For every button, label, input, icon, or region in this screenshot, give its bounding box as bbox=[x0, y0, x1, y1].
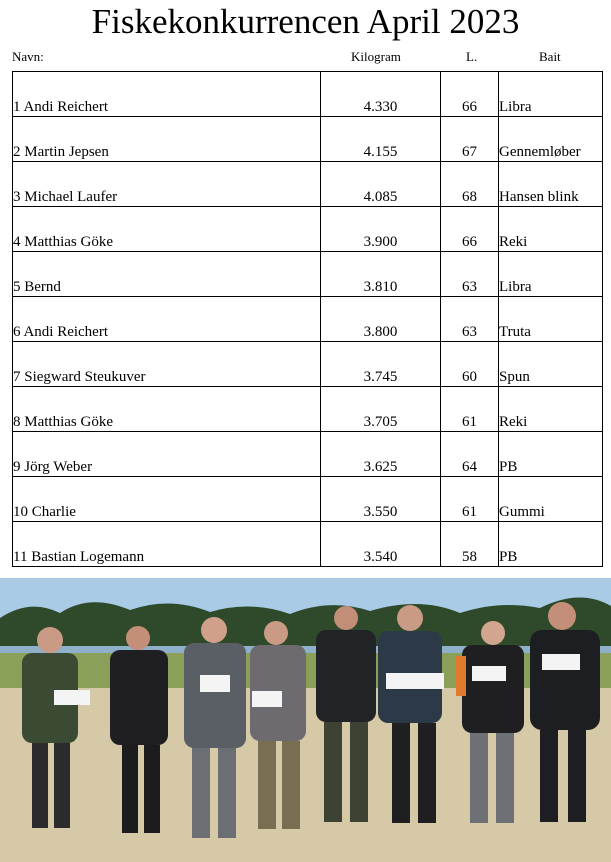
row-length: 66 bbox=[441, 72, 499, 117]
row-length: 63 bbox=[441, 252, 499, 297]
row-length: 60 bbox=[441, 342, 499, 387]
column-header-name: Navn: bbox=[12, 49, 44, 64]
table-row bbox=[13, 252, 603, 297]
table-row bbox=[13, 162, 603, 207]
row-rank: 2 bbox=[13, 144, 21, 160]
row-rank: 11 bbox=[13, 549, 28, 565]
group-photo-illustration bbox=[0, 578, 611, 862]
column-header-kilogram: Kilogram bbox=[351, 49, 401, 64]
row-kilogram: 4.085 bbox=[321, 162, 441, 207]
row-kilogram: 3.705 bbox=[321, 387, 441, 432]
row-kilogram: 3.900 bbox=[321, 207, 441, 252]
table-row bbox=[13, 432, 603, 477]
row-name-cell bbox=[13, 117, 321, 162]
row-length: 61 bbox=[441, 387, 499, 432]
row-kilogram: 3.540 bbox=[321, 522, 441, 567]
row-name-cell bbox=[13, 297, 321, 342]
row-name: Martin Jepsen bbox=[24, 144, 109, 160]
page-title: Fiskekonkurrencen April 2023 bbox=[91, 2, 520, 41]
row-rank: 3 bbox=[13, 189, 21, 205]
row-bait: Gennemløber bbox=[499, 117, 603, 162]
row-bait: PB bbox=[499, 522, 603, 567]
row-rank: 4 bbox=[13, 234, 21, 250]
row-name: Charlie bbox=[31, 504, 76, 520]
table-row bbox=[13, 297, 603, 342]
row-bait: Libra bbox=[499, 72, 603, 117]
group-photo bbox=[0, 578, 611, 862]
row-bait: Truta bbox=[499, 297, 603, 342]
row-bait: Hansen blink bbox=[499, 162, 603, 207]
table-row bbox=[13, 117, 603, 162]
row-kilogram: 3.800 bbox=[321, 297, 441, 342]
table-row bbox=[13, 477, 603, 522]
row-name-cell bbox=[13, 387, 321, 432]
row-rank: 6 bbox=[13, 324, 21, 340]
row-name: Matthias Göke bbox=[24, 234, 113, 250]
row-name: Andi Reichert bbox=[23, 99, 108, 115]
row-name: Andi Reichert bbox=[23, 324, 108, 340]
row-kilogram: 3.550 bbox=[321, 477, 441, 522]
table-row bbox=[13, 387, 603, 432]
row-name: Bastian Logemann bbox=[31, 549, 145, 565]
row-name-cell bbox=[13, 432, 321, 477]
row-name-cell bbox=[13, 477, 321, 522]
column-header-length: L. bbox=[466, 49, 478, 64]
row-name-cell bbox=[13, 342, 321, 387]
row-length: 64 bbox=[441, 432, 499, 477]
table-row bbox=[13, 342, 603, 387]
row-length: 66 bbox=[441, 207, 499, 252]
row-name: Michael Laufer bbox=[24, 189, 118, 205]
row-name-cell bbox=[13, 72, 321, 117]
row-name-cell bbox=[13, 522, 321, 567]
row-rank: 5 bbox=[13, 279, 21, 295]
row-rank: 10 bbox=[13, 504, 28, 520]
row-length: 58 bbox=[441, 522, 499, 567]
table-row bbox=[13, 72, 603, 117]
row-bait: Spun bbox=[499, 342, 603, 387]
row-length: 67 bbox=[441, 117, 499, 162]
row-rank: 9 bbox=[13, 459, 21, 475]
results-table-body bbox=[13, 72, 603, 567]
row-name: Jörg Weber bbox=[24, 459, 93, 475]
row-name-cell bbox=[13, 162, 321, 207]
table-row bbox=[13, 207, 603, 252]
row-rank: 1 bbox=[13, 99, 21, 115]
row-length: 61 bbox=[441, 477, 499, 522]
row-length: 68 bbox=[441, 162, 499, 207]
row-bait: PB bbox=[499, 432, 603, 477]
row-bait: Gummi bbox=[499, 477, 603, 522]
row-kilogram: 4.155 bbox=[321, 117, 441, 162]
row-name-cell bbox=[13, 252, 321, 297]
row-length: 63 bbox=[441, 297, 499, 342]
results-table bbox=[12, 71, 603, 567]
row-name: Bernd bbox=[24, 279, 61, 295]
row-bait: Reki bbox=[499, 387, 603, 432]
row-bait: Reki bbox=[499, 207, 603, 252]
row-kilogram: 3.625 bbox=[321, 432, 441, 477]
column-header-bait: Bait bbox=[539, 49, 561, 64]
row-name: Siegward Steukuver bbox=[24, 369, 146, 385]
row-rank: 8 bbox=[13, 414, 21, 430]
row-kilogram: 3.810 bbox=[321, 252, 441, 297]
table-row bbox=[13, 522, 603, 567]
row-kilogram: 4.330 bbox=[321, 72, 441, 117]
row-name: Matthias Göke bbox=[24, 414, 113, 430]
row-bait: Libra bbox=[499, 252, 603, 297]
row-rank: 7 bbox=[13, 369, 21, 385]
row-kilogram: 3.745 bbox=[321, 342, 441, 387]
row-name-cell bbox=[13, 207, 321, 252]
